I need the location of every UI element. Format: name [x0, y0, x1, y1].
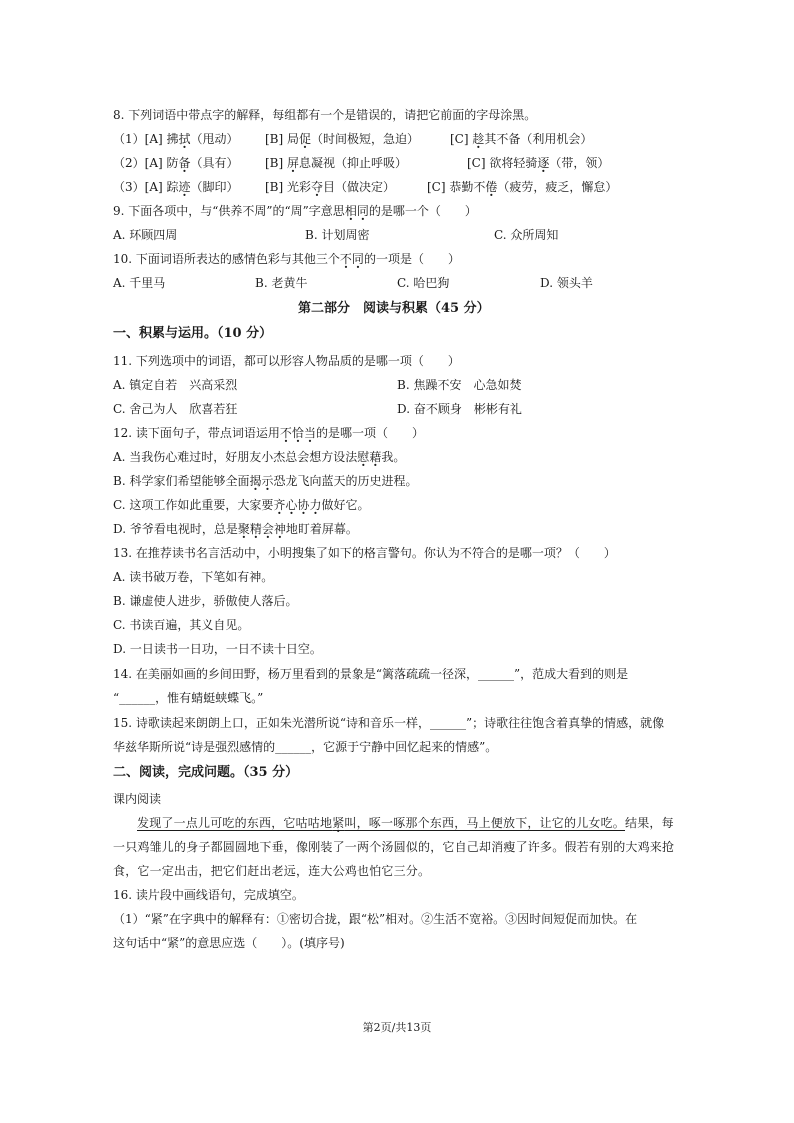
q13-option-a: A. 读书破万卷，下笔如有神。: [113, 570, 274, 584]
in-class-reading-label: 课内阅读: [113, 792, 162, 806]
passage-line-1: 发现了一点儿可吃的东西，它咕咕地紧叫，啄一啄那个东西，马上便放下，让它的儿女吃。结果，每: [137, 816, 674, 830]
passage-line-2: 一只鸡雏儿的身子都圆圆地下垂，像刚装了一两个汤圆似的，它自己却消瘦了许多。假若有别的大鸡来抢: [113, 840, 675, 854]
dotted-char: 倦: [485, 180, 498, 194]
q13-stem: 13. 在推荐读书名言活动中，小明搜集了如下的格言警句。你认为不符合的是哪一项？（ ）: [113, 546, 616, 560]
q8-stem: 8. 下列词语中带点字的解释，每组都有一个是错误的，请把它前面的字母涂黑。: [113, 108, 537, 122]
part-two-heading: 第二部分 阅读与积累（45 分）: [298, 301, 490, 316]
q11-option-a: A. 镇定自若 兴高采烈: [113, 378, 238, 392]
q10-option-c: C. 哈巴狗: [397, 276, 450, 290]
q11-option-d: D. 奋不顾身 彬彬有礼: [397, 402, 522, 416]
underlined-sentence: 发现了一点儿可吃的东西，它咕咕地紧叫，啄一啄那个东西，马上便放下，让它的儿女吃。: [137, 816, 626, 830]
dotted-char: 拭: [178, 132, 191, 146]
dotted-char: 逐: [537, 156, 550, 170]
q11-option-c: C. 舍己为人 欣喜若狂: [113, 402, 238, 416]
q10-option-b: B. 老黄牛: [255, 276, 308, 290]
q13-option-d: D. 一日读书一日功，一日不读十日空。: [113, 642, 322, 656]
dotted-char: 趁: [472, 132, 485, 146]
dotted-char: 促: [299, 132, 312, 146]
q11-option-b: B. 焦躁不安 心急如焚: [397, 378, 522, 392]
section-two-heading: 二、阅读，完成问题。（35 分）: [113, 765, 299, 780]
q15-line-1: 15. 诗歌读起来朗朗上口，正如朱光潜所说“诗和音乐一样，______”；诗歌往往饱含着真挚的情感，就像: [113, 716, 665, 730]
q9-option-b: B. 计划周密: [305, 228, 370, 242]
dotted-char: 备: [178, 156, 191, 170]
q14-line-1: 14. 在美丽如画的乡间田野，杨万里看到的景象是“篱落疏疏一径深，______”，范成大看到的则是: [113, 667, 629, 681]
q13-option-b: B. 谦虚使人进步，骄傲使人落后。: [113, 594, 298, 608]
q9-option-c: C. 众所周知: [494, 228, 559, 242]
passage-line-3: 食，它一定出击，把它们赶出老远，连大公鸡也怕它三分。: [113, 864, 431, 878]
q11-stem: 11. 下列选项中的词语，都可以形容人物品质的是哪一项（ ）: [113, 354, 460, 368]
dotted-char: 夺: [311, 180, 324, 194]
q12-stem: 12. 读下面句子，带点词语运用不恰当的是哪一项（ ）: [113, 426, 424, 440]
dotted-char: 屏: [287, 156, 300, 170]
q9-option-a: A. 环顾四周: [113, 228, 178, 242]
page-number: 第2页/共13页: [362, 1021, 432, 1034]
q12-option-c: C. 这项工作如此重要，大家要齐心协力做好它。: [113, 498, 370, 512]
q10-option-d: D. 领头羊: [540, 276, 593, 290]
q12-option-a: A. 当我伤心难过时，好朋友小杰总会想方设法慰藉我。: [113, 450, 406, 464]
q10-stem: 10. 下面词语所表达的感情色彩与其他三个不同的一项是（ ）: [113, 252, 460, 266]
q13-option-c: C. 书读百遍，其义自见。: [113, 618, 250, 632]
q12-option-d: D. 爷爷看电视时，总是聚精会神地盯着屏幕。: [113, 522, 358, 536]
q16-part-1-line-1: （1）“紧”在字典中的解释有：①密切合拢，跟“松”相对。②生活不宽裕。③因时间短促而加快。在: [113, 912, 638, 926]
q15-line-2: 华兹华斯所说“诗是强烈感情的______，它源于宁静中回忆起来的情感”。: [113, 740, 498, 754]
q10-option-a: A. 千里马: [113, 276, 166, 290]
q16-part-1-line-2: 这句话中“紧”的意思应选（ ）。(填序号): [113, 936, 345, 950]
q16-stem: 16. 读片段中画线语句，完成填空。: [113, 888, 304, 902]
section-one-heading: 一、积累与运用。（10 分）: [113, 326, 273, 341]
dotted-char: 迹: [178, 180, 191, 194]
q9-stem: 9. 下面各项中，与“供养不周”的“周”字意思相同的是哪一个（ ）: [113, 204, 477, 218]
q12-option-b: B. 科学家们希望能够全面揭示恐龙飞向蓝天的历史进程。: [113, 474, 418, 488]
q14-line-2: “______，惟有蜻蜓蛱蝶飞。”: [113, 691, 264, 705]
